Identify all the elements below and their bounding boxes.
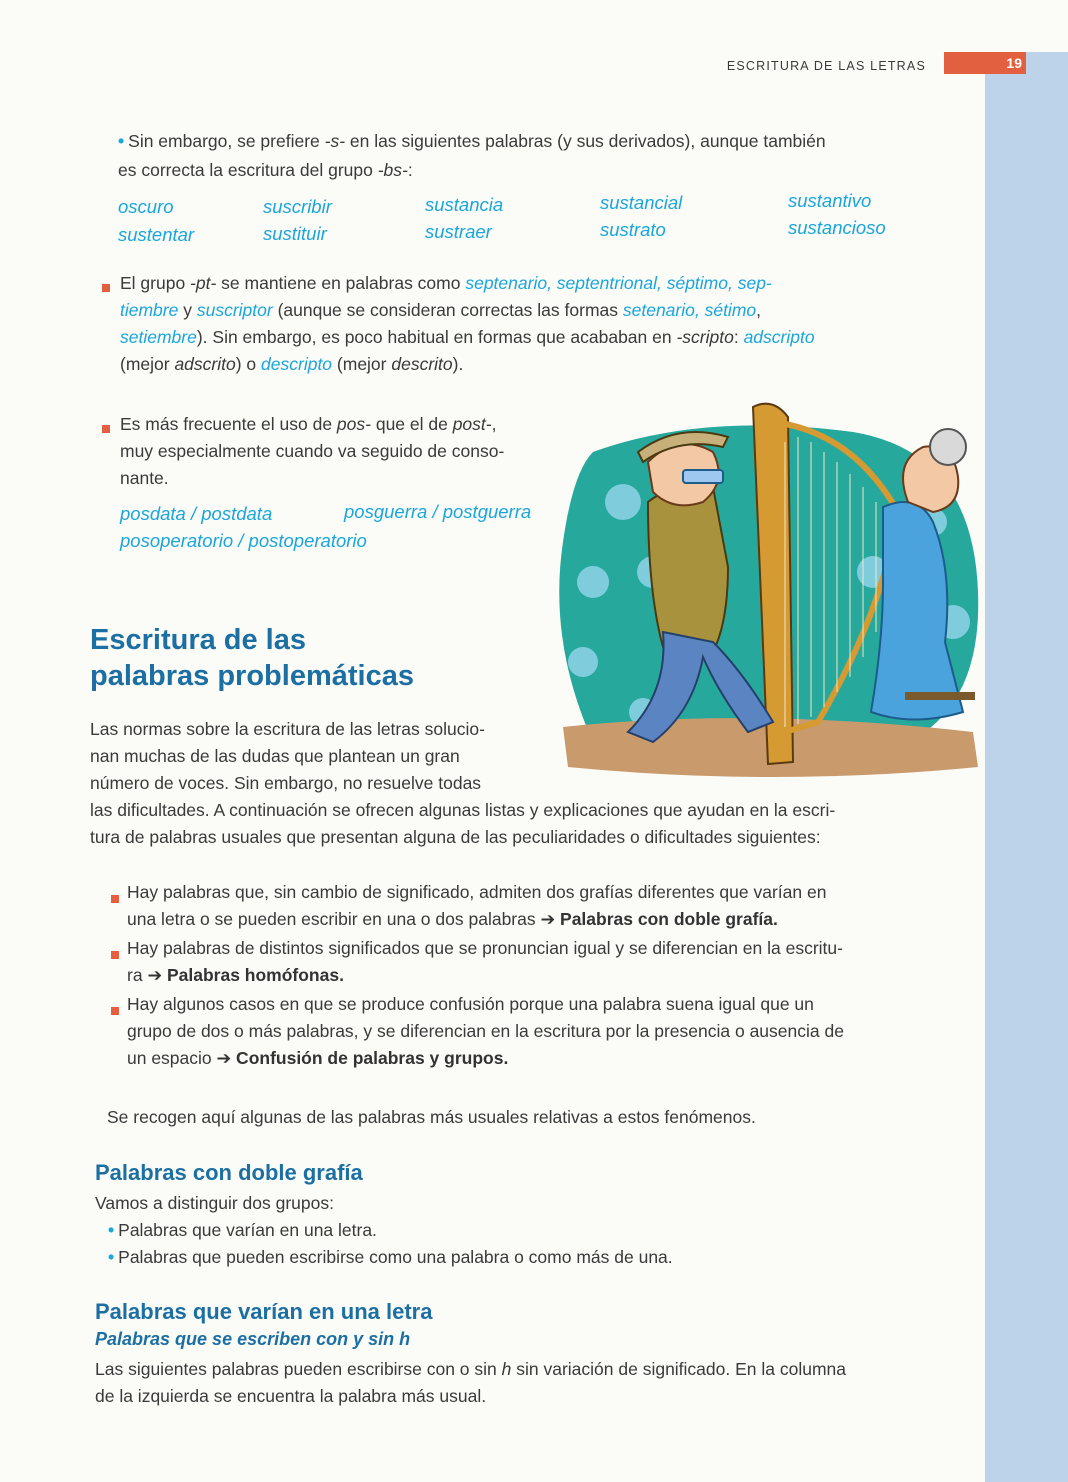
musicians-illustration — [553, 392, 985, 787]
word-sustancioso: sustancioso — [788, 217, 886, 238]
bullet-1-line-1: Hay palabras que, sin cambio de significado, admiten dos grafías diferentes que varían en — [127, 882, 827, 902]
subheading-con-sin-h: Palabras que se escriben con y sin h — [95, 1329, 411, 1349]
pos-rule-line-1: Es más frecuente el uso de pos- que el de post-, — [120, 414, 497, 434]
varian-line-2: de la izquierda se encuentra la palabra más usual. — [95, 1386, 487, 1406]
square-bullet — [102, 284, 110, 292]
bs-note-line-2: es correcta la escritura del grupo -bs-: — [118, 160, 413, 180]
bullet-3-line-2: grupo de dos o más palabras, y se diferencian en la escritura por la presencia o ausencia de — [127, 1021, 844, 1041]
running-title: ESCRITURA DE LAS LETRAS — [726, 59, 926, 73]
intro-line-5: tura de palabras usuales que presentan alguna de las peculiaridades o dificultades siguientes: — [90, 827, 821, 847]
bullet-2-line-1: Hay palabras de distintos significados que se pronuncian igual y se diferencian en la escritu- — [127, 938, 843, 958]
square-bullet — [111, 895, 119, 903]
bs-note-line-1: • Sin embargo, se prefiere -s- en las siguientes palabras (y sus derivados), aunque también — [118, 131, 826, 151]
pt-rule-line-4: (mejor adscrito) o descripto (mejor descrito). — [120, 354, 464, 374]
word-suscribir: suscribir — [263, 196, 332, 217]
xref-homofonas: ➔ Palabras homófonas. — [147, 965, 344, 985]
page-edge-band — [985, 52, 1068, 1482]
square-bullet — [102, 425, 110, 433]
section-title: Escritura de las palabras problemáticas — [90, 624, 414, 692]
pt-rule-line-3: setiembre). Sin embargo, es poco habitual en formas que acababan en -scripto: adscripto — [120, 327, 815, 347]
word-sustentar: sustentar — [118, 224, 195, 245]
closing-paragraph: Se recogen aquí algunas de las palabras más usuales relativas a estos fenómenos. — [107, 1107, 756, 1127]
heading-varian-letra: Palabras que varían en una letra — [95, 1299, 433, 1324]
word-sustraer: sustraer — [425, 221, 492, 242]
intro-line-2: nan muchas de las dudas que plantean un gran — [90, 746, 460, 766]
example-posdata: posdata / postdata — [120, 503, 273, 524]
example-posguerra: posguerra / postguerra — [344, 501, 532, 522]
bullet-1-line-2: una letra o se pueden escribir en una o dos palabras ➔ Palabras con doble grafía. — [127, 909, 778, 929]
square-bullet — [111, 1007, 119, 1015]
square-bullet — [111, 951, 119, 959]
word-sustituir: sustituir — [263, 223, 327, 244]
doble-item-2: • Palabras que pueden escribirse como una palabra o como más de una. — [108, 1247, 673, 1267]
xref-doble-grafia: ➔ Palabras con doble grafía. — [540, 909, 778, 929]
word-sustancia: sustancia — [425, 194, 504, 215]
page-number: 19 — [944, 52, 1026, 74]
pt-rule-line-2: tiembre y suscriptor (aunque se consideran correctas las formas setenario, sétimo, — [120, 300, 762, 320]
doble-item-1: • Palabras que varían en una letra. — [108, 1220, 377, 1240]
bullet-2-line-2: ra ➔ Palabras homófonas. — [127, 965, 344, 985]
pt-rule-line-1: El grupo -pt- se mantiene en palabras como septenario, septentrional, séptimo, sep- — [120, 273, 772, 293]
pos-rule-line-2: muy especialmente cuando va seguido de conso- — [120, 441, 505, 461]
doble-intro: Vamos a distinguir dos grupos: — [95, 1193, 334, 1213]
bullet-3-line-1: Hay algunos casos en que se produce confusión porque una palabra suena igual que un — [127, 994, 814, 1014]
word-sustancial: sustancial — [600, 192, 683, 213]
heading-doble-grafia: Palabras con doble grafía — [95, 1160, 363, 1185]
word-oscuro: oscuro — [118, 196, 174, 217]
xref-confusion: ➔ Confusión de palabras y grupos. — [216, 1048, 509, 1068]
pos-rule-line-3: nante. — [120, 468, 169, 488]
bullet-dot: • — [118, 131, 125, 151]
bullet-dot: • — [108, 1220, 115, 1240]
word-sustantivo: sustantivo — [788, 190, 872, 211]
bullet-dot: • — [108, 1247, 115, 1267]
word-sustrato: sustrato — [600, 219, 666, 240]
bullet-3-line-3: un espacio ➔ Confusión de palabras y grupos. — [127, 1048, 509, 1068]
intro-line-3: número de voces. Sin embargo, no resuelve todas — [90, 773, 482, 793]
example-posoperatorio: posoperatorio / postoperatorio — [120, 530, 367, 551]
intro-line-4: las dificultades. A continuación se ofrecen algunas listas y explicaciones que ayudan en la escri- — [90, 800, 836, 820]
varian-line-1: Las siguientes palabras pueden escribirse con o sin h sin variación de significado. En la columna — [95, 1359, 847, 1379]
intro-line-1: Las normas sobre la escritura de las letras solucio- — [90, 719, 485, 739]
